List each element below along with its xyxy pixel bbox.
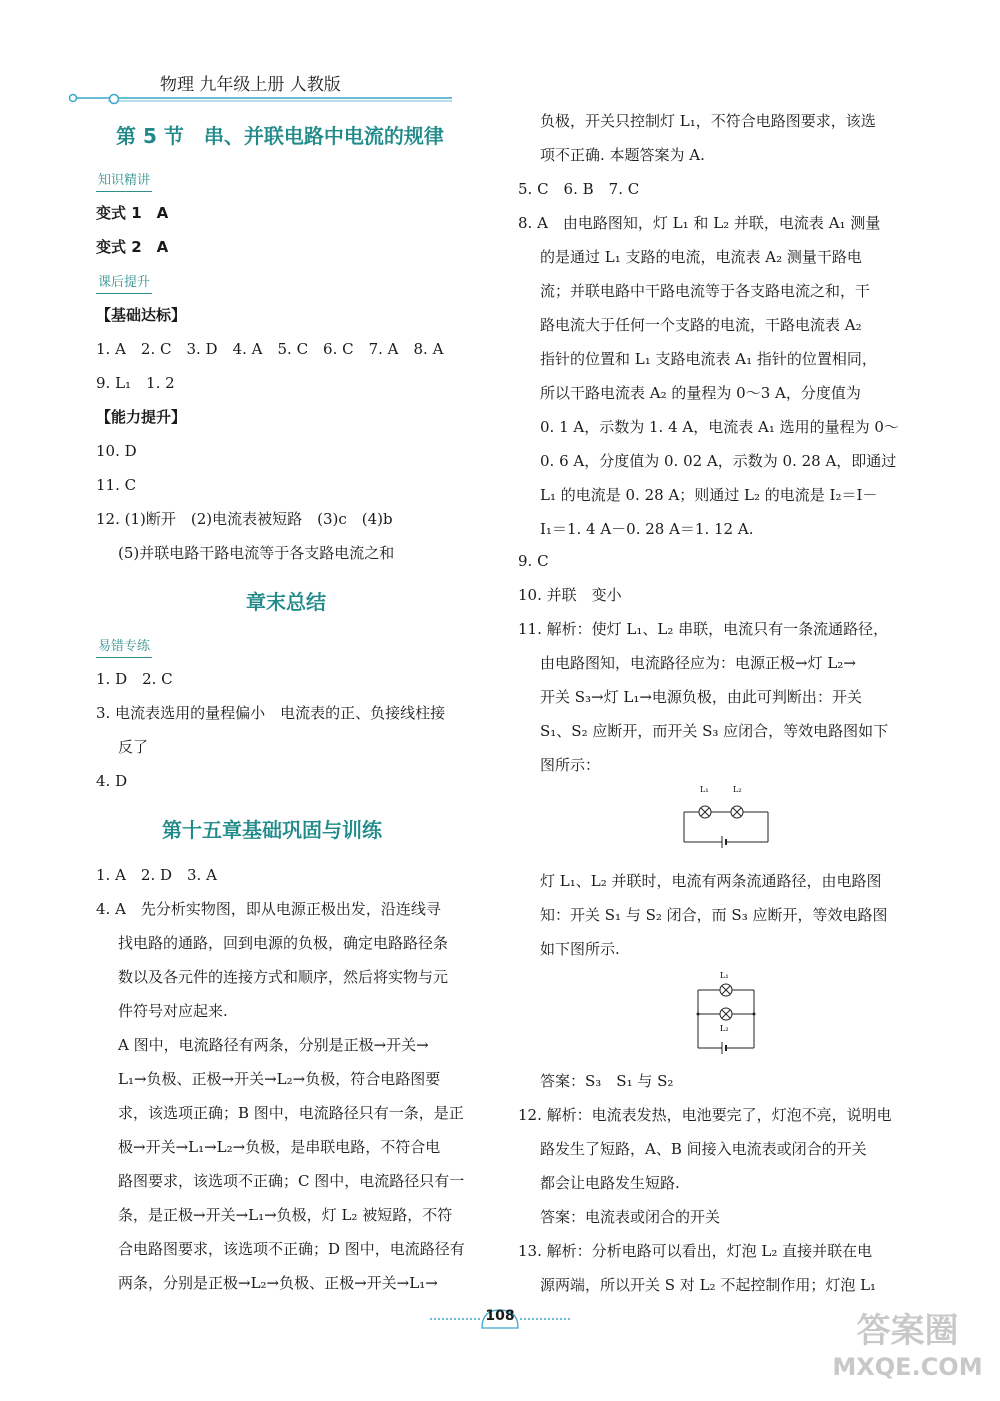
error-answer-3-line-2: 反了 bbox=[118, 738, 149, 756]
review-answer-11-parallel bbox=[518, 864, 918, 966]
basic-answers-line-2: 9. L₁ 1. 2 bbox=[96, 374, 175, 392]
watermark bbox=[820, 1310, 995, 1390]
text-line: 路发生了短路，A、B 间接入电流表或闭合的开关 bbox=[540, 1140, 867, 1158]
section-5-title: 第 5 节 串、并联电路中电流的规律 bbox=[116, 124, 444, 148]
text-line: 8. A 由电路图知，灯 L₁ 和 L₂ 并联，电流表 A₁ 测量 bbox=[518, 214, 881, 232]
running-header: 物理 九年级上册 人教版 bbox=[160, 75, 341, 95]
answer-12-line-2: (5)并联电路干路电流等于各支路电流之和 bbox=[118, 544, 395, 562]
chapter-15-review-title: 第十五章基础巩固与训练 bbox=[162, 818, 382, 842]
tag-error-practice: 易错专练 bbox=[96, 637, 152, 658]
text-line: 件符号对应起来. bbox=[118, 1002, 228, 1020]
tag-knowledge: 知识精讲 bbox=[96, 171, 152, 192]
text-line: 源两端，所以开关 S 对 L₂ 不起控制作用；灯泡 L₁ bbox=[540, 1276, 877, 1294]
ability-heading: 【能力提升】 bbox=[96, 408, 187, 426]
text-line: L₁ 的电流是 0. 28 A；则通过 L₂ 的电流是 I₂＝I－ bbox=[540, 486, 878, 504]
text-line: 指针的位置和 L₁ 支路电流表 A₁ 指针的位置相同， bbox=[540, 350, 877, 368]
text-line: 知：开关 S₁ 与 S₂ 闭合，而 S₃ 应断开，等效电路图 bbox=[540, 906, 888, 924]
lamp-1-label: L₁ bbox=[720, 971, 729, 980]
text-line: I₁＝1. 4 A－0. 28 A＝1. 12 A. bbox=[540, 520, 754, 538]
text-line: S₁、S₂ 应断开，而开关 S₃ 应闭合，等效电路图如下 bbox=[540, 722, 889, 740]
text-line: 的是通过 L₁ 支路的电流，电流表 A₂ 测量干路电 bbox=[540, 248, 862, 266]
basic-heading: 【基础达标】 bbox=[96, 306, 187, 324]
answer-12-line-1: 12. (1)断开 (2)电流表被短路 (3)c (4)b bbox=[96, 510, 393, 528]
text-line: 数以及各元件的连接方式和顺序，然后将实物与元 bbox=[118, 968, 449, 986]
answer-12-final: 答案：电流表或闭合的开关 bbox=[540, 1208, 721, 1226]
text-line: 图所示： bbox=[540, 756, 601, 774]
text-line: 灯 L₁、L₂ 并联时，电流有两条流通路径，由电路图 bbox=[540, 872, 882, 890]
text-line: 由电路图知，电流路径应为：电源正极→灯 L₂→ bbox=[540, 654, 856, 672]
text-line: A 图中，电流路径有两条，分别是正极→开关→ bbox=[118, 1036, 429, 1054]
review-answer-13 bbox=[518, 1234, 918, 1302]
header-decoration-line bbox=[68, 90, 452, 106]
error-answer-4: 4. D bbox=[96, 772, 128, 790]
text-line: 路图要求，该选项不正确；C 图中，电流路径只有一 bbox=[118, 1172, 465, 1190]
parallel-circuit-diagram bbox=[694, 968, 760, 1060]
watermark-line-2: MXQE.COM bbox=[832, 1353, 983, 1381]
lamp-1-label: L₁ bbox=[700, 785, 709, 794]
answer-4-continued bbox=[518, 104, 918, 172]
page-number-badge bbox=[430, 1306, 570, 1332]
series-circuit-diagram bbox=[678, 780, 774, 850]
watermark-line-1: 答案圈 bbox=[856, 1311, 959, 1351]
text-line: 13. 解析：分析电路可以看出，灯泡 L₂ 直接并联在电 bbox=[518, 1242, 873, 1260]
review-answer-4 bbox=[96, 892, 516, 1300]
variant-1-answer: 变式 1 A bbox=[96, 204, 169, 222]
text-line: 都会让电路发生短路. bbox=[540, 1174, 680, 1192]
chapter-summary-title: 章末总结 bbox=[246, 590, 326, 614]
text-line: 极→开关→L₁→L₂→负极，是串联电路，不符合电 bbox=[118, 1138, 441, 1156]
page-number: 108 bbox=[485, 1308, 515, 1324]
review-answers-5-7: 5. C 6. B 7. C bbox=[518, 180, 640, 198]
review-answer-10: 10. 并联 变小 bbox=[518, 586, 622, 604]
answer-10: 10. D bbox=[96, 442, 137, 460]
text-line: 如下图所示. bbox=[540, 940, 620, 958]
text-line: 负极，开关只控制灯 L₁，不符合电路图要求，该选 bbox=[540, 112, 876, 130]
text-line: 找电路的通路，回到电源的负极，确定电路路径条 bbox=[118, 934, 449, 952]
text-line: 项不正确. 本题答案为 A. bbox=[540, 146, 705, 164]
review-answer-8 bbox=[518, 206, 918, 546]
text-line: L₁→负极、正极→开关→L₂→负极，符合电路图要 bbox=[118, 1070, 441, 1088]
text-line: 11. 解析：使灯 L₁、L₂ 串联，电流只有一条流通路径， bbox=[518, 620, 889, 638]
text-line: 合电路图要求，该选项不正确；D 图中，电流路径有 bbox=[118, 1240, 465, 1258]
lamp-2-label: L₂ bbox=[733, 785, 742, 794]
review-answer-11 bbox=[518, 612, 918, 782]
text-line: 路电流大于任何一个支路的电流，干路电流表 A₂ bbox=[540, 316, 862, 334]
text-line: 0. 6 A，分度值为 0. 02 A，示数为 0. 28 A，即通过 bbox=[540, 452, 897, 470]
text-line: 所以干路电流表 A₂ 的量程为 0～3 A，分度值为 bbox=[540, 384, 861, 402]
text-line: 流；并联电路中干路电流等于各支路电流之和，干 bbox=[540, 282, 871, 300]
error-answer-3-line-1: 3. 电流表选用的量程偏小 电流表的正、负接线柱接 bbox=[96, 704, 446, 722]
tag-after-class: 课后提升 bbox=[96, 273, 152, 294]
text-line: 12. 解析：电流表发热，电池要完了，灯泡不亮，说明电 bbox=[518, 1106, 892, 1124]
answer-11: 11. C bbox=[96, 476, 137, 494]
text-line: 0. 1 A，示数为 1. 4 A，电流表 A₁ 选用的量程为 0～ bbox=[540, 418, 899, 436]
text-line: 两条，分别是正极→L₂→负极、正极→开关→L₁→ bbox=[118, 1274, 438, 1292]
basic-answers-line-1: 1. A 2. C 3. D 4. A 5. C 6. C 7. A 8. A bbox=[96, 340, 444, 358]
error-answers-1-2: 1. D 2. C bbox=[96, 670, 173, 688]
text-line: 求，该选项正确；B 图中，电流路径只有一条，是正 bbox=[118, 1104, 464, 1122]
review-answer-12 bbox=[518, 1098, 918, 1200]
text-line: 4. A 先分析实物图，即从电源正极出发，沿连线寻 bbox=[96, 900, 441, 918]
variant-2-answer: 变式 2 A bbox=[96, 238, 169, 256]
review-answer-9: 9. C bbox=[518, 552, 549, 570]
text-line: 开关 S₃→灯 L₁→电源负极，由此可判断出：开关 bbox=[540, 688, 862, 706]
answer-11-final: 答案：S₃ S₁ 与 S₂ bbox=[540, 1072, 674, 1090]
text-line: 条，是正极→开关→L₁→负极，灯 L₂ 被短路，不符 bbox=[118, 1206, 453, 1224]
lamp-2-label: L₂ bbox=[720, 1024, 729, 1033]
review-answers-1-3: 1. A 2. D 3. A bbox=[96, 866, 217, 884]
